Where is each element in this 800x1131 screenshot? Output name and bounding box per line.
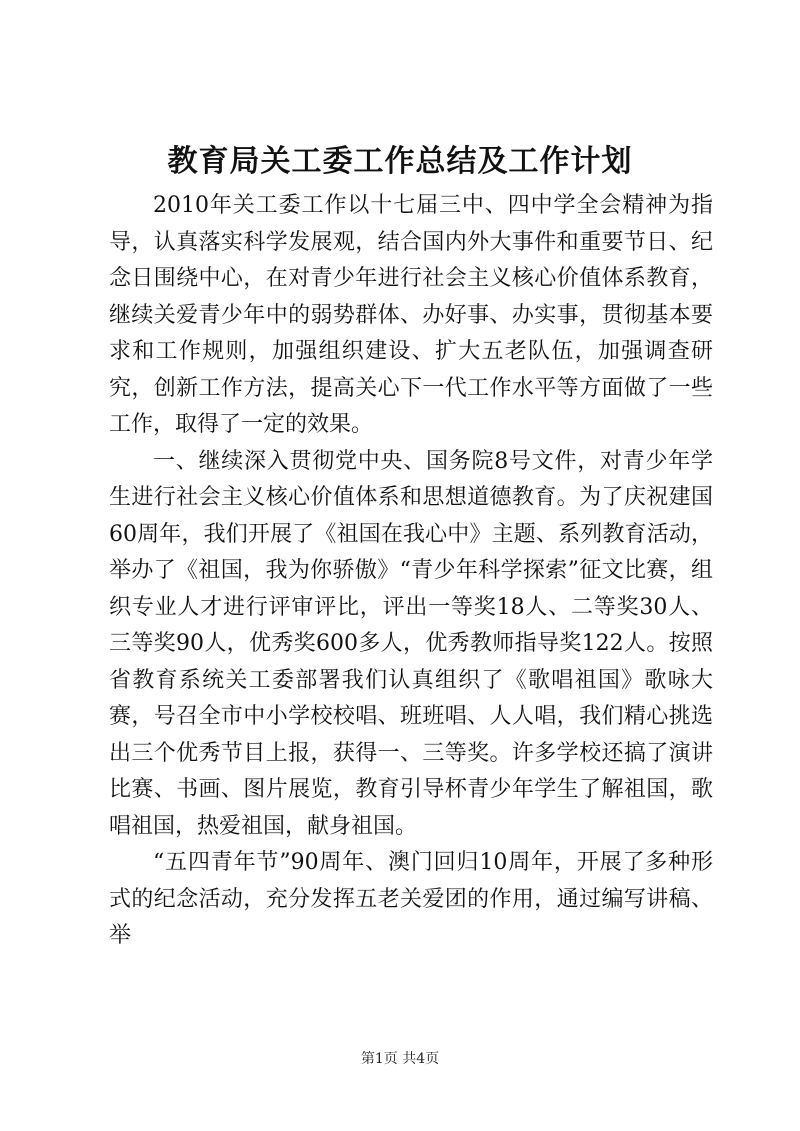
paragraph-intro: 2010年关工委工作以十七届三中、四中学全会精神为指导，认真落实科学发展观，结合国内外大事件和重要节日、纪念日围绕中心，在对青少年进行社会主义核心价值体系教育，继续关爱青少年中的弱势群体、办好事、办实事，贯彻基本要求和工作规则，加强组织建设、扩大五老队伍，加强调查研究，创新工作方法，提高关心下一代工作水平等方面做了一些工作，取得了一定的效果。 bbox=[109, 193, 713, 437]
document-body bbox=[109, 188, 713, 955]
paragraph-section-one: 一、继续深入贯彻党中央、国务院8号文件，对青少年学生进行社会主义核心价值体系和思想道德教育。为了庆祝建国60周年，我们开展了《祖国在我心中》主题、系列教育活动，举办了《祖国，我为你骄傲》“青少年科学探索”征文比赛，组织专业人才进行评审评比，评出一等奖18人、二等奖30人、三等奖90人，优秀奖600多人，优秀教师指导奖122人。按照省教育系统关工委部署我们认真组织了《歌唱祖国》歌咏大赛，号召全市中小学校校唱、班班唱、人人唱，我们精心挑选出三个优秀节目上报，获得一、三等奖。许多学校还搞了演讲比赛、书画、图片展览，教育引导杯青少年学生了解祖国，歌唱祖国，热爱祖国，献身祖国。 bbox=[109, 448, 713, 839]
page-number-footer: 第1页 共4页 bbox=[360, 1051, 440, 1067]
document-title: 教育局关工委工作总结及工作计划 bbox=[167, 144, 633, 179]
paragraph-youth-day: “五四青年节”90周年、澳门回归10周年，开展了多种形式的纪念活动，充分发挥五老关爱团的作用，通过编写讲稿、举 bbox=[109, 850, 713, 948]
